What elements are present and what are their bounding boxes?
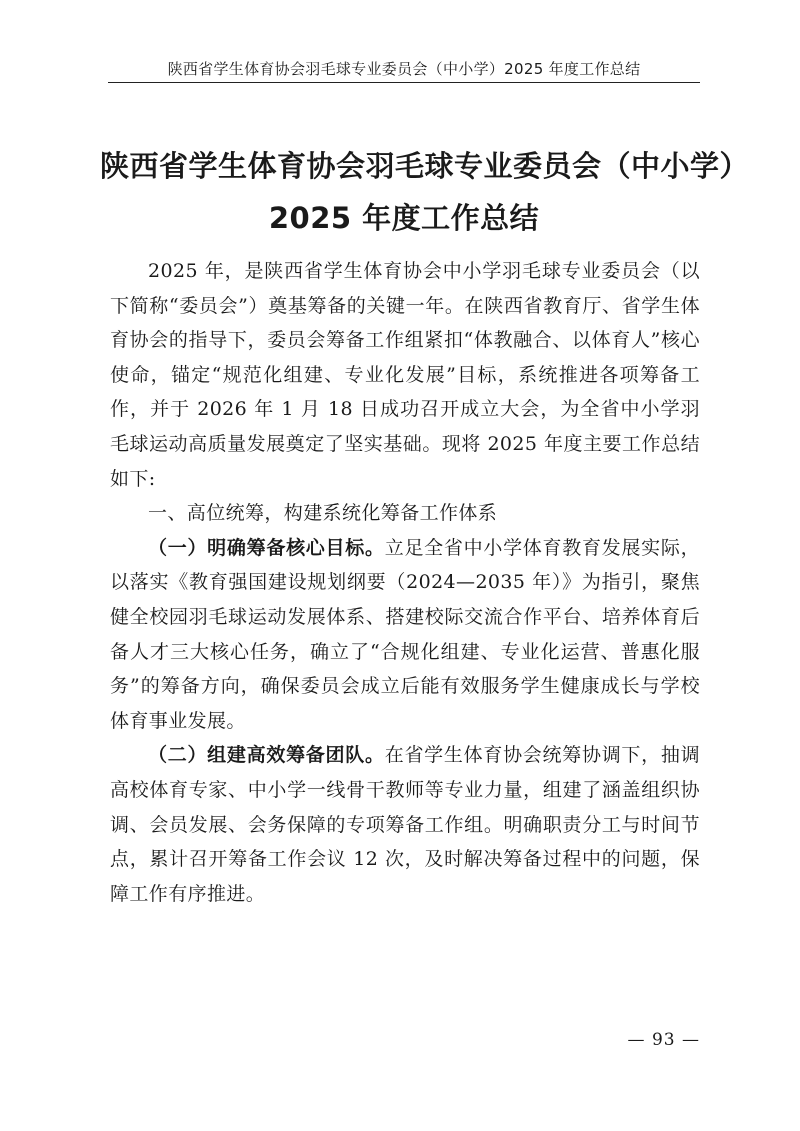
- header-divider: [108, 82, 700, 83]
- item-1-paragraph: [110, 531, 700, 739]
- item-1-heading: （一）明确筹备核心目标。: [148, 536, 385, 559]
- item-1-text: 立足全省中小学体育教育发展实际，以落实《教育强国建设规划纲要（2024—2035 年）》为指引，聚焦健全校园羽毛球运动发展体系、搭建校际交流合作平台、培养体育后备人才三大核心任务，确立了“合规化组建、专业化运营、普惠化服务”的筹备方向，确保委员会成立后能有效服务学生健康成长与学校体育事业发展。: [110, 536, 700, 732]
- item-2-text: 在省学生体育协会统筹协调下，抽调高校体育专家、中小学一线骨干教师等专业力量，组建了涵盖组织协调、会员发展、会务保障的专项筹备工作组。明确职责分工与时间节点，累计召开筹备工作会议 12 次，及时解决筹备过程中的问题，保障工作有序推进。: [110, 744, 700, 905]
- item-2-paragraph: [110, 738, 700, 911]
- document-title-line-1: 陕西省学生体育协会羽毛球专业委员会（中小学）: [100, 149, 750, 183]
- section-heading-1: 一、高位统筹，构建系统化筹备工作体系: [148, 502, 498, 525]
- running-header: 陕西省学生体育协会羽毛球专业委员会（中小学）2025 年度工作总结: [167, 60, 641, 78]
- document-title: [100, 140, 750, 244]
- document-title-line-2: 2025 年度工作总结: [268, 201, 540, 235]
- intro-paragraph: 2025 年，是陕西省学生体育协会中小学羽毛球专业委员会（以下简称“委员会”）奠基筹备的关键一年。在陕西省教育厅、省学生体育协会的指导下，委员会筹备工作组紧扣“体教融合、以体育人”核心使命，锚定“规范化组建、专业化发展”目标，系统推进各项筹备工作，并于 2026 年 1 月 18 日成功召开成立大会，为全省中小学羽毛球运动高质量发展奠定了坚实基础。现将 2025 年度主要工作总结如下:: [110, 260, 700, 490]
- document-body: [110, 254, 700, 911]
- page-number: — 93 —: [627, 1030, 700, 1050]
- item-2-heading: （二）组建高效筹备团队。: [148, 744, 385, 767]
